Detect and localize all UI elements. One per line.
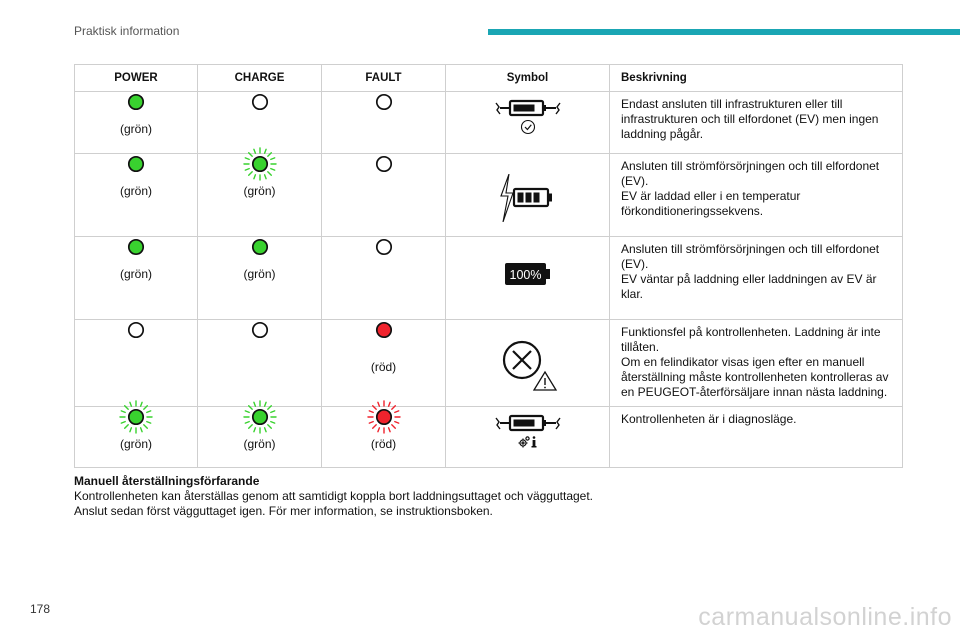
- header-power: POWER: [75, 65, 198, 92]
- description-cell: [610, 92, 903, 154]
- off-led-icon: [367, 230, 401, 264]
- description-line: förkonditioneringssekvens.: [621, 204, 764, 218]
- led-color-label: (röd): [370, 437, 397, 451]
- led-color-label: (grön): [119, 184, 152, 198]
- status-table: [74, 64, 903, 468]
- power-cell: [75, 407, 198, 468]
- description-line: Om en felindikator visas igen efter en manuell: [621, 355, 865, 369]
- led-color-label: (grön): [243, 267, 276, 281]
- led-color-label: (grön): [119, 122, 152, 136]
- charge-cell: [198, 92, 322, 154]
- led-color-label: (grön): [119, 437, 152, 451]
- charge-cell: [198, 237, 322, 320]
- power-cell: [75, 320, 198, 407]
- description-line: EV är laddad eller i en temperatur: [621, 189, 801, 203]
- note-title: Manuell återställningsförfarande: [74, 474, 260, 488]
- header-symbol: Symbol: [446, 65, 610, 92]
- fault-cell: [322, 407, 446, 468]
- table-row: [75, 237, 903, 320]
- reset-procedure-note: [74, 474, 593, 519]
- off-led-icon: [243, 313, 277, 347]
- table-row: [75, 407, 903, 468]
- description-line: en PEUGEOT-återförsäljare innan nästa laddning.: [621, 385, 888, 399]
- charge-cell: [198, 407, 322, 468]
- red-led-icon: [367, 313, 401, 347]
- description-line: (EV).: [621, 257, 649, 271]
- description-cell: [610, 154, 903, 237]
- description-line: Ansluten till strömförsörjningen och till elfordonet: [621, 159, 880, 173]
- plug-battery-check-icon: [493, 98, 563, 138]
- description-line: Funktionsfel på kontrollenheten. Laddning är inte: [621, 325, 881, 339]
- description-cell: [610, 320, 903, 407]
- info-icon: [531, 436, 536, 447]
- blinking-green-led-icon: [119, 400, 153, 434]
- fault-cell: [322, 154, 446, 237]
- description-line: EV väntar på laddning eller laddningen av EV är: [621, 272, 877, 286]
- page-header-title: Praktisk information: [74, 24, 180, 38]
- blinking-green-led-icon: [243, 147, 277, 181]
- blinking-green-led-icon: [243, 400, 277, 434]
- green-led-icon: [243, 230, 277, 264]
- fault-cell: [322, 92, 446, 154]
- table-header-row: [75, 65, 903, 92]
- off-led-icon: [243, 85, 277, 119]
- blinking-red-led-icon: [367, 400, 401, 434]
- power-cell: [75, 237, 198, 320]
- fault-warning-icon: [498, 336, 558, 392]
- note-line: Anslut sedan först vägguttaget igen. För mer information, se instruktionsboken.: [74, 504, 493, 518]
- gears-icon: [518, 437, 529, 448]
- description-line: laddning pågår.: [621, 127, 704, 141]
- description-line: (EV).: [621, 174, 649, 188]
- plug-battery-diagnostic-icon: [493, 413, 563, 453]
- table-row: [75, 92, 903, 154]
- description-line: tillåten.: [621, 340, 660, 354]
- off-led-icon: [367, 147, 401, 181]
- off-led-icon: [367, 85, 401, 119]
- header-charge: CHARGE: [198, 65, 322, 92]
- charge-cell: [198, 320, 322, 407]
- symbol-cell: [446, 407, 610, 468]
- description-line: infrastrukturen och till elfordonet (EV) men ingen: [621, 112, 879, 126]
- description-line: återställning måste kontrollenheten kontrolleras av: [621, 370, 889, 384]
- power-cell: [75, 154, 198, 237]
- symbol-cell: [446, 320, 610, 407]
- led-color-label: (grön): [119, 267, 152, 281]
- description-cell: [610, 237, 903, 320]
- led-color-label: (grön): [243, 184, 276, 198]
- symbol-cell: [446, 92, 610, 154]
- charging-battery-icon: [498, 174, 558, 222]
- description-line: Kontrollenheten är i diagnosläge.: [621, 412, 797, 426]
- fault-cell: [322, 320, 446, 407]
- note-line: Kontrollenheten kan återställas genom att samtidigt koppla bort laddningsuttaget och vägguttaget.: [74, 489, 594, 503]
- description-line: klar.: [621, 287, 644, 301]
- symbol-cell: [446, 154, 610, 237]
- charge-cell: [198, 154, 322, 237]
- led-color-label: (röd): [370, 360, 397, 374]
- fault-cell: [322, 237, 446, 320]
- green-led-icon: [119, 230, 153, 264]
- green-led-icon: [119, 85, 153, 119]
- battery-percent-text: 100%: [509, 268, 541, 282]
- description-cell: [610, 407, 903, 468]
- description-line: Ansluten till strömförsörjningen och till elfordonet: [621, 242, 880, 256]
- table-row: [75, 320, 903, 407]
- watermark: carmanualsonline.info: [698, 603, 952, 631]
- power-cell: [75, 92, 198, 154]
- header-description: Beskrivning: [610, 65, 903, 92]
- battery-100-icon: [505, 263, 551, 285]
- page-number: 178: [30, 602, 51, 616]
- table-row: [75, 154, 903, 237]
- header-accent-bar: [488, 29, 960, 35]
- green-led-icon: [119, 147, 153, 181]
- off-led-icon: [119, 313, 153, 347]
- header-fault: FAULT: [322, 65, 446, 92]
- symbol-cell: [446, 237, 610, 320]
- description-line: Endast ansluten till infrastrukturen eller till: [621, 97, 843, 111]
- led-color-label: (grön): [243, 437, 276, 451]
